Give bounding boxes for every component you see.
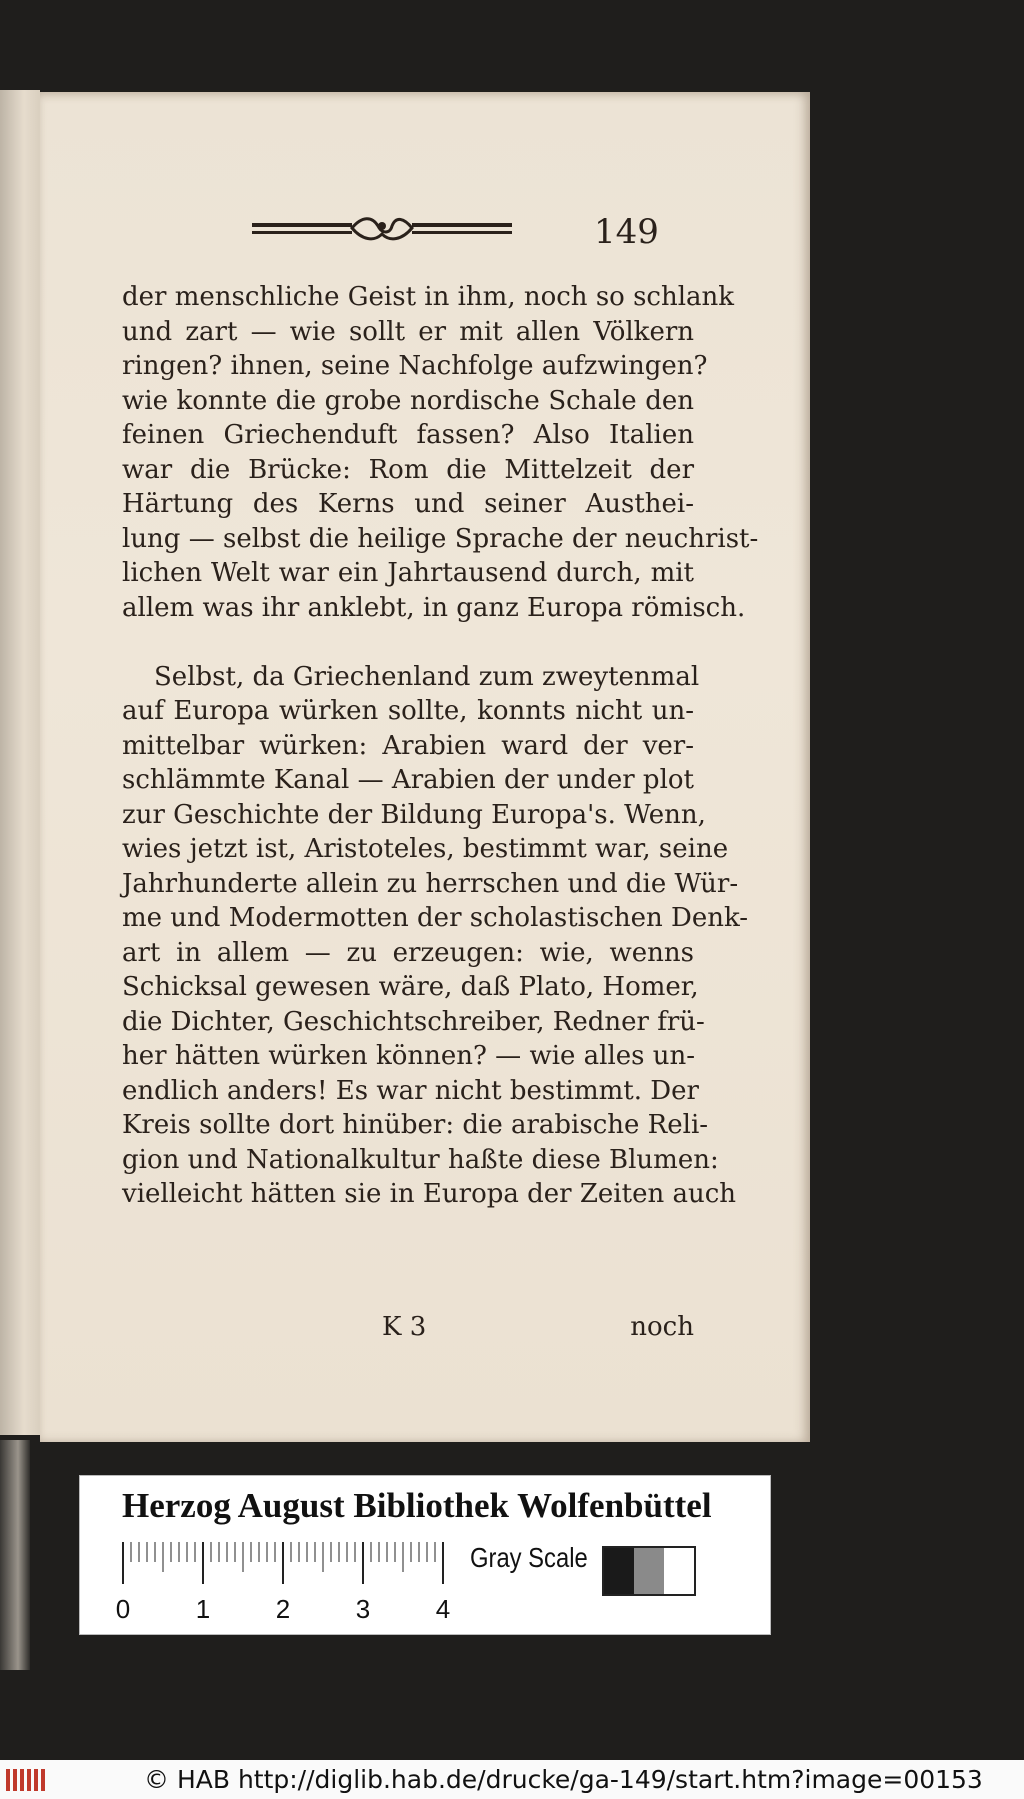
gray-swatch [634, 1548, 664, 1594]
text-line: mittelbar würken: Arabien ward der ver- [122, 730, 694, 761]
text-line: schlämmte Kanal — Arabien der under plot [122, 765, 694, 795]
text-line: art in allem — zu erzeugen: wie, wenns [122, 937, 694, 968]
gray-swatch [604, 1548, 634, 1594]
ruler-number: 1 [195, 1594, 211, 1624]
catchword: noch [630, 1312, 694, 1342]
text-line: Kreis sollte dort hinüber: die arabische Reli- [122, 1110, 709, 1140]
text-line: und zart — wie sollt er mit allen Völkern [122, 316, 694, 347]
hab-logo-icon [4, 1765, 50, 1795]
book-page [40, 92, 810, 1442]
calibration-card [80, 1476, 770, 1634]
book-spine-strip [0, 1440, 30, 1670]
text-line: zur Geschichte der Bildung Europa's. Wenn, [122, 799, 706, 830]
library-name: Herzog August Bibliothek Wolfenbüttel [122, 1486, 712, 1525]
gray-scale-label: Gray Scale [470, 1542, 588, 1573]
gray-swatch [664, 1548, 694, 1594]
body-text [122, 280, 759, 1212]
text-line: gion und Nationalkultur haßte diese Blumen: [122, 1144, 719, 1175]
source-url-text[interactable]: © HAB http://diglib.hab.de/drucke/ga-149/start.htm?image=00153 [144, 1765, 983, 1794]
text-line: Schicksal gewesen wäre, daß Plato, Homer, [122, 972, 699, 1002]
paragraph-gap [122, 625, 694, 660]
text-line: Jahrhunderte allein zu herrschen und die Wür- [122, 868, 739, 899]
text-line: lung — selbst die heilige Sprache der neuchrist- [122, 523, 759, 554]
ruler-number: 0 [115, 1594, 131, 1624]
text-line: Selbst, da Griechenland zum zweytenmal [154, 661, 700, 692]
ruler-number: 4 [435, 1594, 451, 1624]
text-line: wies jetzt ist, Aristoteles, bestimmt war, seine [122, 834, 729, 864]
text-line: vielleicht hätten sie in Europa der Zeiten auch [122, 1179, 737, 1209]
ruler-number: 2 [275, 1594, 291, 1624]
text-line: allem was ihr anklebt, in ganz Europa römisch. [122, 592, 746, 623]
text-line: feinen Griechenduft fassen? Also Italien [122, 420, 694, 450]
text-line: die Dichter, Geschichtschreiber, Redner frü- [122, 1006, 705, 1037]
viewer-footer-bar [0, 1760, 1024, 1799]
text-line: endlich anders! Es war nicht bestimmt. Der [122, 1075, 699, 1106]
text-line: Härtung des Kerns und seiner Austhei- [122, 489, 694, 519]
signature-mark: K 3 [382, 1312, 427, 1342]
header-ornament-icon [252, 212, 512, 246]
page-footer [382, 1312, 694, 1342]
ruler-scale [115, 1542, 452, 1624]
gray-scale-swatches [602, 1546, 696, 1596]
text-line: wie konnte die grobe nordische Schale den [122, 385, 694, 416]
left-page-edge [0, 90, 40, 1435]
text-line: ringen? ihnen, seine Nachfolge aufzwingen? [122, 351, 708, 381]
text-line: war die Brücke: Rom die Mittelzeit der [122, 454, 694, 485]
page-number: 149 [594, 212, 659, 252]
text-line: me und Modermotten der scholastischen Denk- [122, 903, 749, 933]
ruler-number: 3 [355, 1594, 371, 1624]
text-line: auf Europa würken sollte, konnts nicht un- [122, 696, 694, 726]
text-line: der menschliche Geist in ihm, noch so schlank [122, 282, 735, 312]
text-line: her hätten würken können? — wie alles un- [122, 1041, 696, 1071]
text-line: lichen Welt war ein Jahrtausend durch, mit [122, 558, 694, 588]
